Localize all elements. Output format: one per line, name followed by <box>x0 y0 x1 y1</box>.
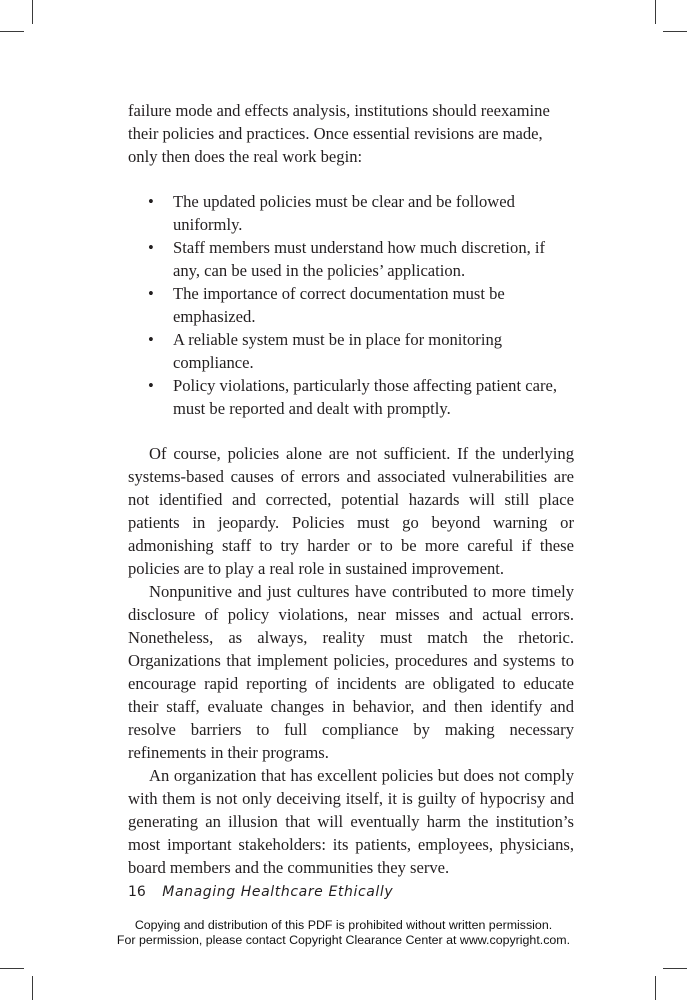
bullet-mark: • <box>148 238 154 257</box>
crop-mark-bottom-left <box>32 976 33 1000</box>
bullet-mark: • <box>148 284 154 303</box>
page-number: 16 <box>128 884 146 900</box>
list-item <box>148 282 574 328</box>
list-item <box>148 374 574 420</box>
page-footer <box>128 884 393 900</box>
crop-mark-top-left-horizontal <box>0 31 24 32</box>
crop-mark-bottom-left-horizontal <box>0 968 24 969</box>
bullet-mark: • <box>148 192 154 211</box>
list-item <box>148 328 574 374</box>
list-item-text: Policy violations, particularly those affecting patient care, must be reported and dealt with promptly. <box>173 376 557 418</box>
crop-mark-bottom-right <box>655 976 656 1000</box>
list-item <box>148 236 574 282</box>
running-title: Managing Healthcare Ethically <box>162 884 394 900</box>
copyright-notice <box>0 918 687 948</box>
intro-paragraph: failure mode and effects analysis, institutions should reexamine their policies and practices. Once essential revisions are made, only then does the real work begin: <box>128 101 550 166</box>
page-body <box>128 99 574 879</box>
crop-mark-top-left <box>32 0 33 24</box>
list-item-text: A reliable system must be in place for monitoring compliance. <box>173 330 503 372</box>
crop-mark-top-right <box>655 0 656 24</box>
list-item-text: Staff members must understand how much discretion, if any, can be used in the policies’ application. <box>173 238 546 280</box>
crop-mark-bottom-right-horizontal <box>663 968 687 969</box>
copyright-notice-line: For permission, please contact Copyright Clearance Center at www.copyright.com. <box>116 933 571 947</box>
list-item <box>148 190 574 236</box>
list-item-text: The updated policies must be clear and be followed uniformly. <box>173 192 515 234</box>
body-paragraph: Nonpunitive and just cultures have contributed to more timely disclosure of policy violations, near misses and actual errors. Nonetheless, as always, reality must match the rhetoric. Organizations that implement policies, procedures and systems to encourage rapid reporting of incidents are obligated to educate their staff, evaluate changes in behavior, and then identify and resolve barriers to full compliance by making necessary refinements in their programs. <box>128 582 574 762</box>
requirements-list <box>128 190 574 420</box>
list-item-text: The importance of correct documentation must be emphasized. <box>173 284 505 326</box>
crop-mark-top-right-horizontal <box>663 31 687 32</box>
body-paragraph: An organization that has excellent policies but does not comply with them is not only deceiving itself, it is guilty of hypocrisy and generating an illusion that will eventually harm the institution’s most important stakeholders: its patients, employees, physicians, board members and the communities they serve. <box>128 766 574 877</box>
bullet-mark: • <box>148 330 154 349</box>
body-paragraph: Of course, policies alone are not sufficient. If the underlying systems-based causes of errors and associated vulnerabilities are not identified and corrected, potential hazards will still place patients in jeopardy. Policies must go beyond warning or admonishing staff to try harder or to be more careful if these policies are to play a real role in sustained improvement. <box>128 444 574 578</box>
bullet-mark: • <box>148 376 154 395</box>
copyright-notice-line: Copying and distribution of this PDF is prohibited without written permission. <box>134 918 553 932</box>
